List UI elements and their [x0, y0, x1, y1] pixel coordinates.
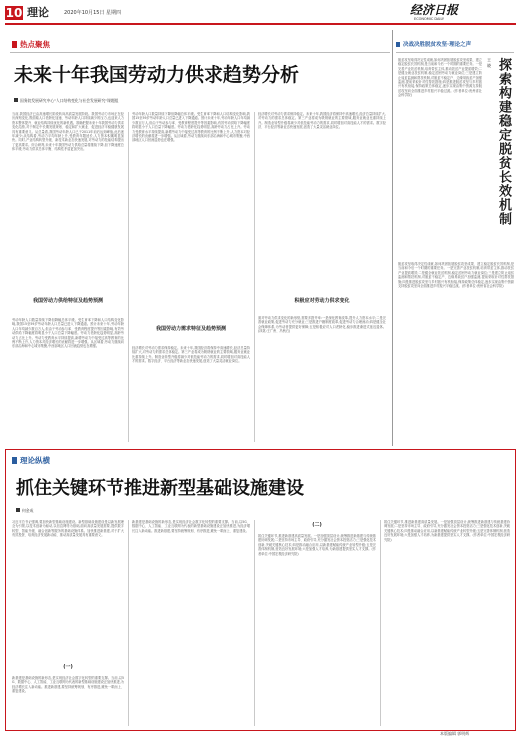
sidebar-article-author: 王 晓 [487, 58, 492, 68]
column-tag-theory: 理论纵横 [12, 456, 50, 466]
bottom-article-body-2: 抓住关键环节,推进新基建高质量发展。一是加强顶层设计,统筹推进新基建与传统基建协调发展;二是坚持市场主导、政府引导,充分激发社会资本投资活力;三是强化技术创新,突破关键核心技术;四是推动融合应用,以新基建赋能传统产业转型升级;五是完善体制机制,营造良好发展环境;六是加强人才培养,为新基建提供坚实人才支撑。(作者单位:中国宏观经济研究院) [258, 534, 376, 556]
bottom-article-title: 抓住关键环节推进新型基础设施建设 [16, 478, 304, 499]
column-rule [254, 112, 255, 442]
tag-underline [10, 52, 390, 53]
author-square-icon [16, 508, 20, 512]
top-article-body-1-cont: 劳动年龄人口数量持续下降但降幅总体平缓。受生育率下降和人口结构变化影响,我国15至59岁劳动年龄人口总量已进入下降通道。预计未来十年,劳动年龄人口年均减少数百万人,但由于劳动参与率、受教育程度提升等因素影响,有效劳动供给下降幅度将明显小于人口总量下降幅度。劳动力老龄化趋势明显,高龄劳动力占比上升。劳动力受教育水平持续提高,新增劳动力中接受过高等教育的比例不断上升,人力资本对经济增长的贡献将进一步增强。从区域看,劳动力继续向东部沿海和中心城市集聚,中西部地区人口回流趋势也在增强。 [132, 112, 250, 143]
column-mark-icon [12, 457, 17, 464]
column-tag-hot-focus: 热点聚焦 [12, 40, 50, 50]
newspaper-logo: 经济日报 [410, 3, 459, 17]
top-article-subhead-3: 积极应对劳动力供求变化 [294, 298, 350, 304]
top-article-title: 未来十年我国劳动力供求趋势分析 [14, 64, 300, 86]
bottom-article-author: 何金成 [16, 508, 33, 513]
bottom-article-body-1: 新基建是基础设施的新形态,是实现经济社会数字化转型的重要支撑。当前,以5G、数据中心、人工智能、工业互联网为代表的新型基础设施建设正加快推进,为经济增长注入新动能。推进新基建,要坚持统筹规划、有序推进,避免一哄而上、重复建设。 [12, 676, 124, 694]
issue-date: 2020年10月15日 星期四 [64, 10, 122, 16]
bottom-article-intro: 习近平总书记强调,要加快新型基础设施建设。新型基础设施建设是以新发展理念为引领,以技术创新为驱动,以信息网络为基础,面向高质量发展需要,提供数字转型、智能升级、融合创新等服务的基础设施体系。加快推进新基建,对于扩大有效投资、培育经济发展新动能、推动高质量发展具有重要意义。 [12, 520, 124, 538]
sidebar-article-title: 探索构建稳定脱贫长效机制 [496, 58, 511, 226]
bottom-article-subhead-1: (一) [63, 664, 73, 670]
tag-underline [396, 52, 514, 53]
column-rule [254, 520, 255, 726]
column-rule [128, 112, 129, 442]
author-square-icon [14, 98, 18, 102]
page-editor: 本版编辑 郭明辉 [440, 731, 470, 736]
top-article-intro: 当前,我国经济已由高速增长阶段转向高质量发展阶段。我国劳动力市场正在经历深刻变化,既面临人口老龄化加速、劳动年龄人口持续减少的压力,也迎来人力资本整体提升、就业结构持续优化的新机遇。准确把握未来十年我国劳动力供求变化趋势,对于制定中长期发展规划、稳定和扩大就业、促进经济平稳健康发展具有重要意义。从总量看,我国劳动年龄人口已于2011年前后达到峰值,此后逐年减少;从结构看,劳动力平均年龄上升,受教育年限延长,人力资本积累明显加快。同时,产业结构转型升级、新技术新业态快速发展,对劳动力的技能结构提出了更高要求。综合研判,未来十年我国劳动力供给总量将继续下降,但下降速度总体平缓,劳动力供求总体平衡、结构性矛盾更加突出。 [12, 112, 124, 152]
top-article-subhead-2: 我国劳动力需求特征及趋势预测 [155, 326, 226, 332]
sidebar-article-body-top: 脱贫攻坚取得决定性成就,如何巩固拓展脱贫攻坚成果、建立稳定脱贫长效机制,是当前和今后一个时期的重要任务。一是完善产业扶贫机制,培育带贫主体,推动扶贫产业提质增效;二是健全就业扶贫机制,稳定贫困劳动力就业岗位;三是建立防止返贫监测和帮扶机制,对脱贫不稳定户、边缘易致贫户加强监测,提前采取针对性帮扶措施;四是推进脱贫攻坚与乡村振兴有机衔接,保持政策总体稳定,逐步实现由集中资源支持脱贫攻坚向全面推进乡村振兴平稳过渡。(作者单位:贵州省社会科学院) [398, 58, 482, 98]
top-article-body-1: 劳动年龄人口数量持续下降但降幅总体平缓。受生育率下降和人口结构变化影响,我国15至59岁劳动年龄人口总量已进入下降通道。预计未来十年,劳动年龄人口年均减少数百万人,但由于劳动参与率、受教育程度提升等因素影响,有效劳动供给下降幅度将明显小于人口总量下降幅度。劳动力老龄化趋势明显,高龄劳动力占比上升。劳动力受教育水平持续提高,新增劳动力中接受过高等教育的比例不断上升,人力资本对经济增长的贡献将进一步增强。从区域看,劳动力继续向东部沿海和中心城市集聚,中西部地区人口回流趋势也在增强。 [12, 318, 124, 349]
top-article-subhead-1: 我国劳动力供给特征及趋势预测 [32, 298, 103, 304]
sidebar-article-body: 脱贫攻坚取得决定性成就,如何巩固拓展脱贫攻坚成果、建立稳定脱贫长效机制,是当前和今后一个时期的重要任务。一是完善产业扶贫机制,培育带贫主体,推动扶贫产业提质增效;二是健全就业扶贫机制,稳定贫困劳动力就业岗位;三是建立防止返贫监测和帮扶机制,对脱贫不稳定户、边缘易致贫户加强监测,提前采取针对性帮扶措施;四是推进脱贫攻坚与乡村振兴有机衔接,保持政策总体稳定,逐步实现由集中资源支持脱贫攻坚向全面推进乡村振兴平稳过渡。(作者单位:贵州省社会科学院) [398, 262, 514, 289]
page-number: 10 [5, 6, 23, 20]
bottom-article-body-2-cont: 抓住关键环节,推进新基建高质量发展。一是加强顶层设计,统筹推进新基建与传统基建协调发展;二是坚持市场主导、政府引导,充分激发社会资本投资活力;三是强化技术创新,突破关键核心技术;四是推动融合应用,以新基建赋能传统产业转型升级;五是完善体制机制,营造良好发展环境;六是加强人才培养,为新基建提供坚实人才支撑。(作者单位:中国宏观经济研究院) [384, 520, 510, 542]
top-article-body-2-cont: 经济增长对劳动力需求保持稳定。未来十年,我国经济将保持中高速增长,经济总量持续扩大,对劳动力的需求总体稳定。第三产业将成为吸纳就业的主要领域,服务业就业比重持续上升。制造业转型升级将减少对低技能劳动力的需求,同时增加对高技能人才的需求。数字经济、平台经济等新业态快速发展,创造了大量灵活就业岗位。 [258, 112, 386, 130]
top-article-body-2: 经济增长对劳动力需求保持稳定。未来十年,我国经济将保持中高速增长,经济总量持续扩大,对劳动力的需求总体稳定。第三产业将成为吸纳就业的主要领域,服务业就业比重持续上升。制造业转型升级将减少对低技能劳动力的需求,同时增加对高技能人才的需求。数字经济、平台经济等新业态快速发展,创造了大量灵活就业岗位。 [132, 346, 250, 364]
sidebar-divider [392, 30, 393, 446]
column-rule [128, 520, 129, 726]
header-divider [5, 23, 516, 25]
column-tag-poverty: 决战决胜脱贫攻坚·理论之声 [396, 40, 471, 50]
column-mark-icon [12, 41, 17, 48]
column-rule [380, 520, 381, 726]
bottom-article-body-1-cont: 新基建是基础设施的新形态,是实现经济社会数字化转型的重要支撑。当前,以5G、数据中心、人工智能、工业互联网为代表的新型基础设施建设正加快推进,为经济增长注入新动能。推进新基建,要坚持统筹规划、有序推进,避免一哄而上、重复建设。 [132, 520, 250, 533]
top-article-body-3: 面对劳动力供求变化的新形势,需要多措并举:一是深化教育改革,提升人力资本水平;二是完善就业政策,促进劳动力充分就业;三是推进户籍制度改革,促进劳动力合理流动;四是健全社会保障体系,为劳动者提供更好保障;五是积极应对人口老龄化,稳步推进渐进式延迟退休。(执笔:王广州、冯秋石) [258, 316, 386, 334]
newspaper-logo-sub: ECONOMIC DAILY [414, 17, 445, 21]
bottom-article-subhead-2: (二) [312, 522, 322, 528]
column-mark-icon [396, 42, 400, 47]
section-name: 理论 [27, 6, 49, 19]
top-article-author: 国务院发展研究中心"人口结构变化与社会发展研究"课题组 [14, 98, 118, 103]
